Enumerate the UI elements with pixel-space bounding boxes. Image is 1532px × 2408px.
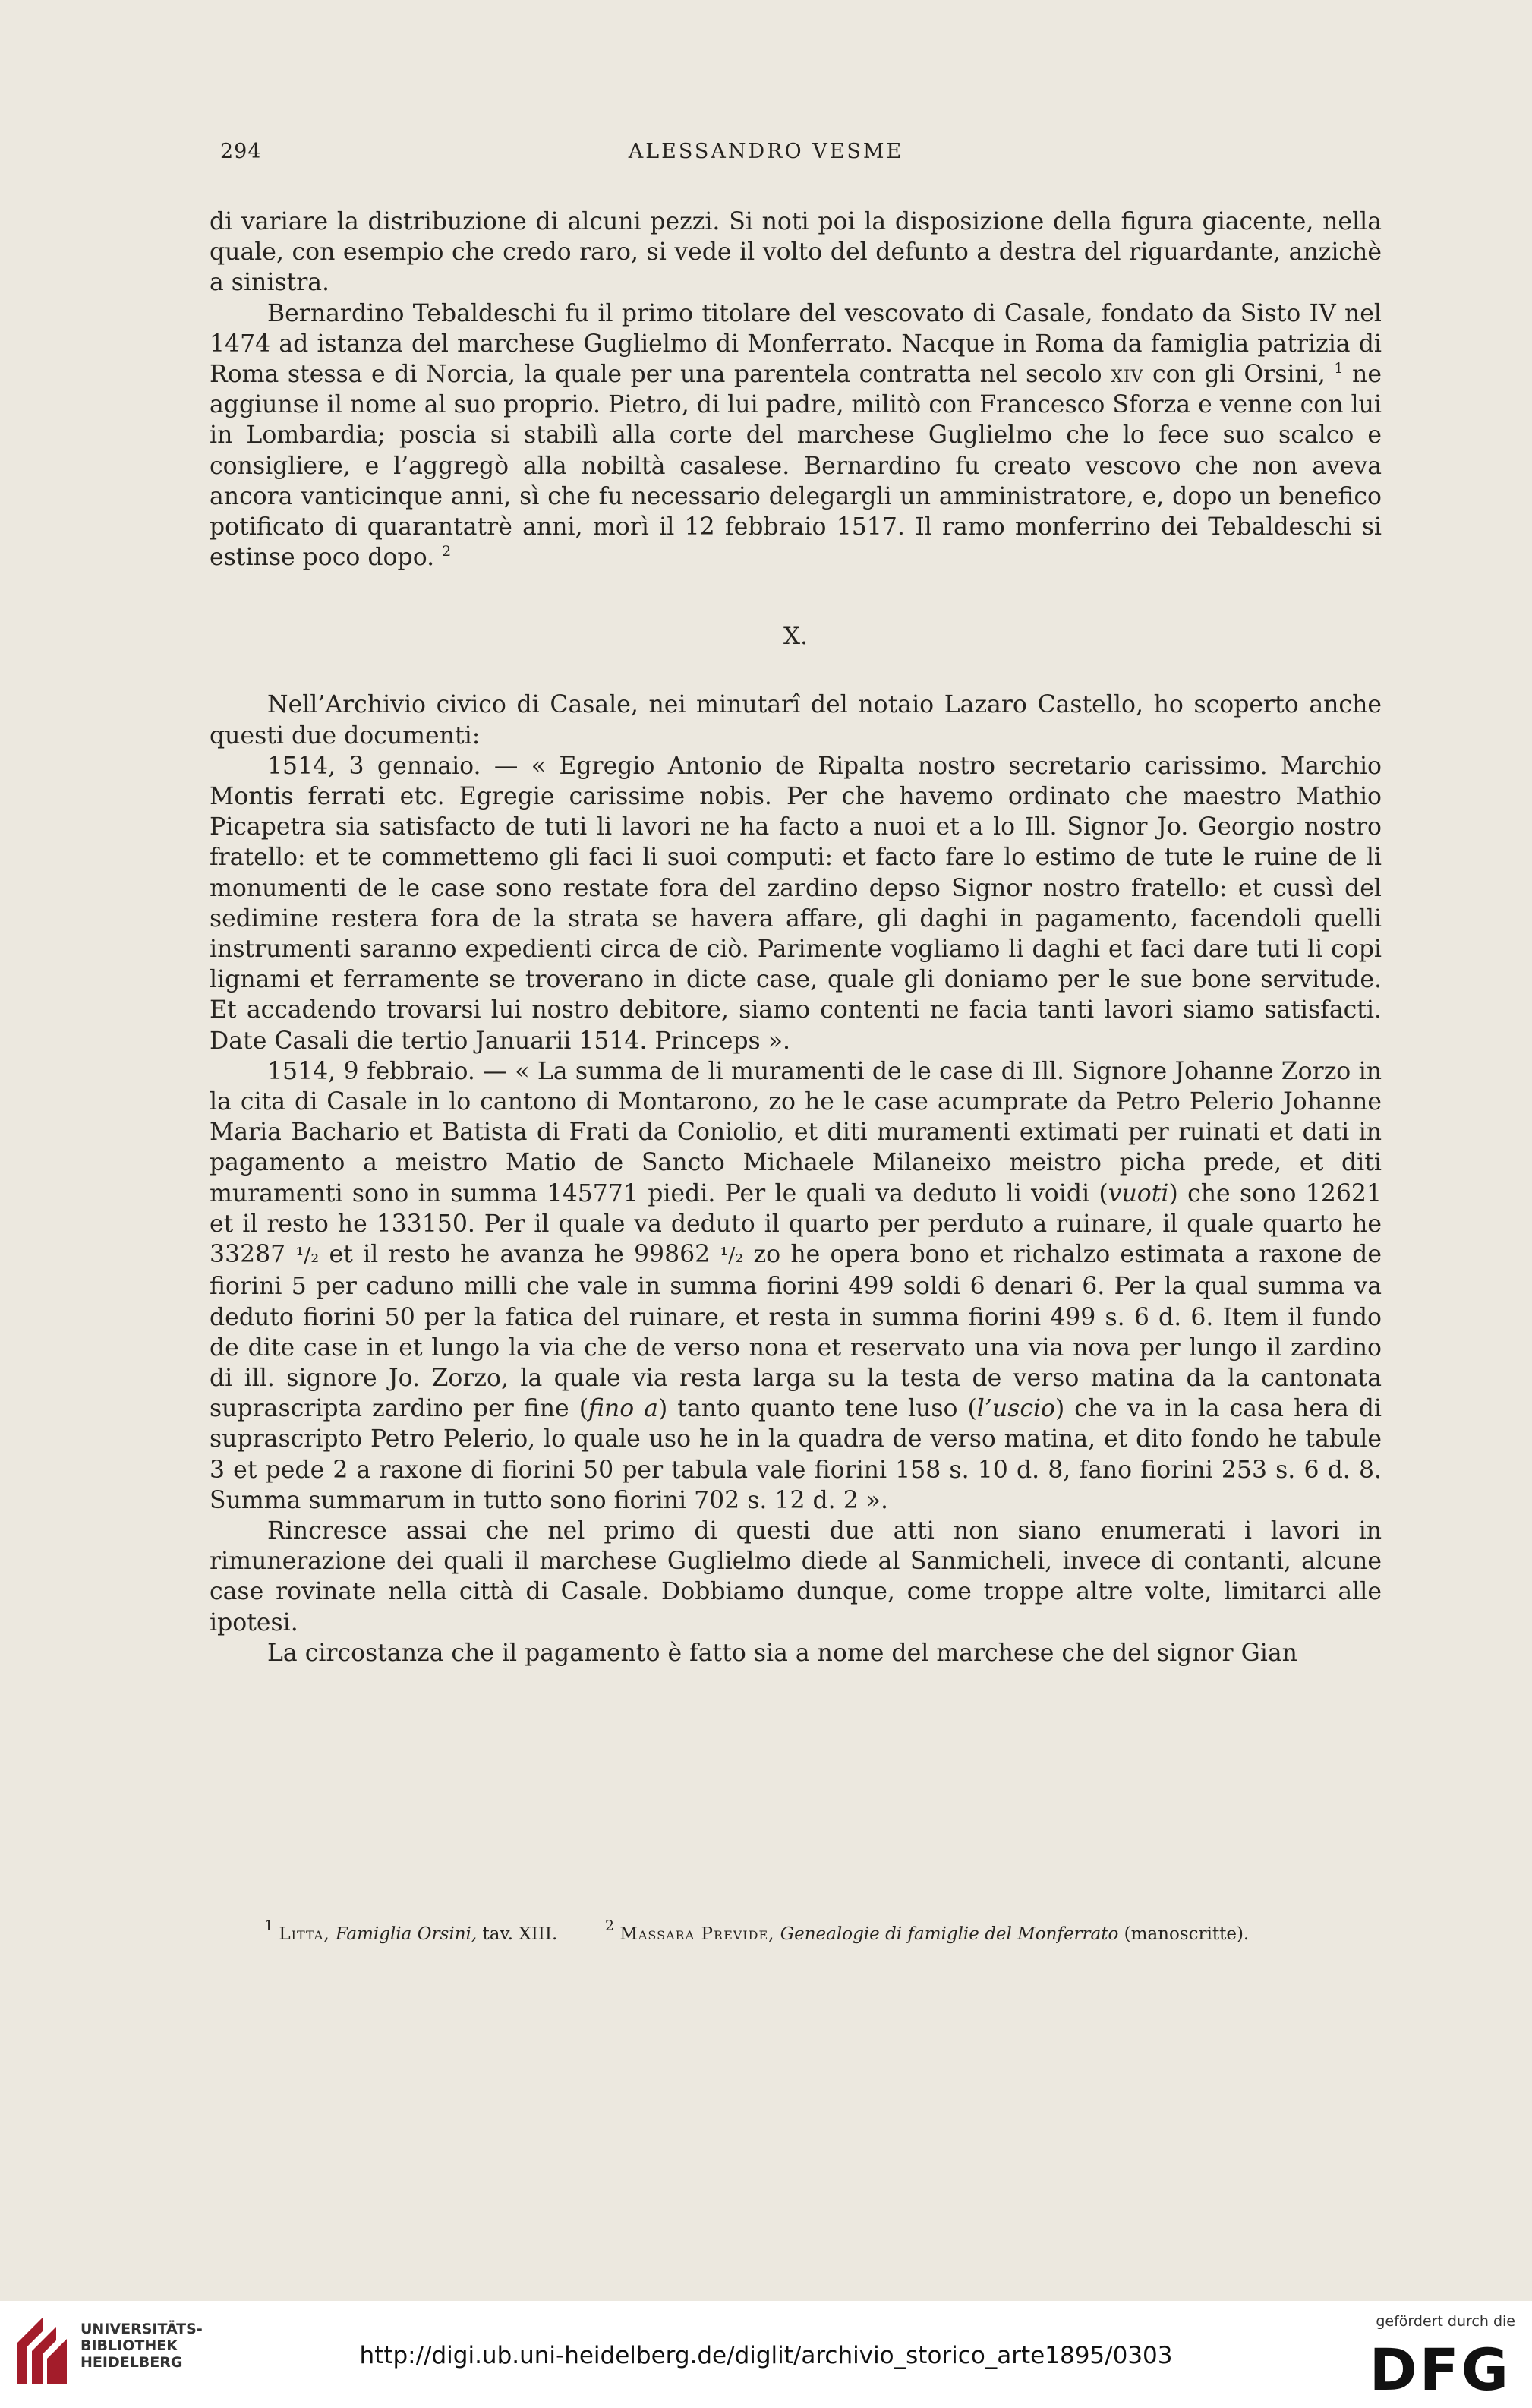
paragraph-7: La circostanza che il pagamento è fatto sia a nome del marchese che del signor Gian [267,1639,1297,1667]
footnote-2-ref: (manoscritte). [1118,1924,1250,1944]
gloss-vuoti: vuoti [1108,1179,1169,1207]
running-head: ALESSANDRO VESME [628,140,904,163]
doc2-part-f: ) che va in la casa hera di suprascripto Petro Pelerio, lo quale uso he in la quadra de verso matina, et dito fondo he tabule 3 et pede 2 a raxone di fiorini 50 per tabula vale fiorini 158 s. 10 d. 8, fano fiorini 253 s. 6 d. 8. Summa summarum in tutto sono fiorini 702 s. 12 d. 2 ». [210,1395,1382,1514]
footnotes [264,1917,1250,1944]
doc2-part-e: ) tanto quanto tene luso ( [658,1395,977,1423]
footnote-1-marker: 1 [264,1917,274,1934]
footnote-1-ref: tav. XIII. [477,1924,558,1944]
paragraph-2-part-b: con gli Orsini, [1143,361,1335,389]
footnote-1-author: Litta, [279,1924,330,1944]
paragraph-2-part-c: ne aggiunse il nome al suo proprio. Pietro, di lui padre, militò con Francesco Sforza e venne con lui in Lombardia; poscia si stabilì alla corte del marchese Guglielmo che lo fece suo scalco e consigliere, e l’aggregò alla nobiltà casalese. Bernardino fu creato vescovo che non aveva ancora vanticinque anni, sì che fu necessario delegargli un amministratore, e, dopo un benefico potificato di quarantatrè anni, morì il 12 febbraio 1517. Il ramo monferrino dei Tebaldeschi si estinse poco dopo. [210,361,1382,572]
footnote-1-title: Famiglia Orsini, [335,1924,478,1944]
paragraph-6: Rincresce assai che nel primo di questi due atti non siano enumerati i lavori in rimunerazione dei quali il marchese Guglielmo diede al Sanmicheli, invece di contanti, alcune case rovinate nella città di Casale. Dobbiamo dunque, come troppe altre volte, limitarci alle ipotesi. [210,1516,1382,1636]
footnote-2-marker: 2 [604,1917,615,1934]
fraction-half-2: ¹/₂ [720,1244,744,1268]
digitization-footer [0,2301,1532,2408]
fraction-half-1: ¹/₂ [295,1244,320,1268]
paragraph-3: Nell’Archivio civico di Casale, nei minutarî del notaio Lazaro Castello, ho scoperto anche questi due documenti: [210,691,1382,750]
main-text [210,207,1382,1668]
footnote-2-author: Massara Previde, [619,1924,775,1944]
gloss-fino-a: fino a [588,1395,659,1423]
gloss-uscio: l’uscio [976,1395,1056,1423]
document-1514-february [210,1056,1382,1516]
doc2-part-b: ) che sono 12621 et il resto he 133150. Per il quale va deduto il quarto per perduto a ruinare, il quale quarto he 33287 [210,1179,1382,1269]
paragraph-1: di variare la distribuzione di alcuni pezzi. Si noti poi la disposizione della figura giacente, nella quale, con esempio che credo raro, si vede il volto del defunto a destra del riguardante, anzichè a sinistra. [210,208,1382,297]
paragraph-2 [210,298,1382,573]
paragraph-2-part-a: Bernardino Tebaldeschi fu il primo titolare del vescovato di Casale, fondato da Sisto IV nel 1474 ad istanza del marchese Guglielmo di Monferrato. Nacque in Roma da famiglia patrizia di Roma stessa e di Norcia, la quale per una parentela contratta nel secolo [210,299,1382,389]
page-number: 294 [220,140,262,163]
century-numeral: xiv [1111,361,1144,389]
library-name: UNIVERSITÄTS- BIBLIOTHEK HEIDELBERG [80,2321,203,2371]
permalink-url[interactable]: http://digi.ub.uni-heidelberg.de/diglit/archivio_storico_arte1895/0303 [359,2342,1173,2369]
dfg-logo: DFG [1369,2336,1511,2403]
doc2-part-a: 1514, 9 febbraio. — « La summa de li muramenti de le case di Ill. Signore Johanne Zorzo in la cita di Casale in lo cantono di Montarono, zo he le case acumprate da Petro Pelerio Johanne Maria Bachario et Batista di Frati da Coniolio, et diti muramenti extimati per ruinati et dati in pagamento a meistro Matio de Sancto Michaele Milaneixo meistro picha prede, et diti muramenti sono in summa 145771 piedi. Per le quali va deduto li voidi ( [210,1057,1382,1207]
footnote-ref-2[interactable]: 2 [442,543,452,560]
funding-label: gefördert durch die [1376,2313,1515,2330]
doc2-part-d: zo he opera bono et richalzo estimata a raxone de fiorini 5 per caduno milli che vale in summa fiorini 499 soldi 6 denari 6. Per la qual summa va deduto fiorini 50 per la fatica del ruinare, et resta in summa fiorini 499 s. 6 d. 6. Item il fundo de dite case in et lungo la via che de verso nona et reservato una via nova per lungo il zardino di ill. signore Jo. Zorzo, la quale via resta larga su la testa de verso matina da la cantonata suprascripta zardino per fine ( [210,1241,1382,1423]
document-1514-january: 1514, 3 gennaio. — « Egregio Antonio de Ripalta nostro secretario carissimo. Marchio Montis ferrati etc. Egregie carissime nobis. Per che havemo ordinato che maestro Mathio Picapetra sia satisfacto de tuti li lavori ne ha facto a nuoi et a lo Ill. Signor Jo. Georgio nostro fratello: et te commettemo gli faci li suoi computi: et facto fare lo estimo de tute le ruine de li monumenti de le case sono restate fora del zardino depso Signor nostro fratello: et cussì del sedimine restera fora de la strata se havera affare, gli daghi in pagamento, facendoli quelli instrumenti saranno expedienti circa de ciò. Parimente vogliamo li daghi et faci dare tuti li copi lignami et ferramente se troverano in dicte case, quale gli doniamo per le sue bone servitude. Et accadendo trovarsi lui nostro debitore, siamo contenti ne facia tanti lavori siamo satisfacti. Date Casali die tertio Januarii 1514. Princeps ». [210,752,1382,1055]
footnote-2-title: Genealogie di famiglie del Monferrato [780,1924,1119,1944]
doc2-part-c: et il resto he avanza he 99862 [319,1241,720,1269]
section-heading: X. [783,623,808,651]
footnote-ref-1[interactable]: 1 [1334,360,1344,377]
